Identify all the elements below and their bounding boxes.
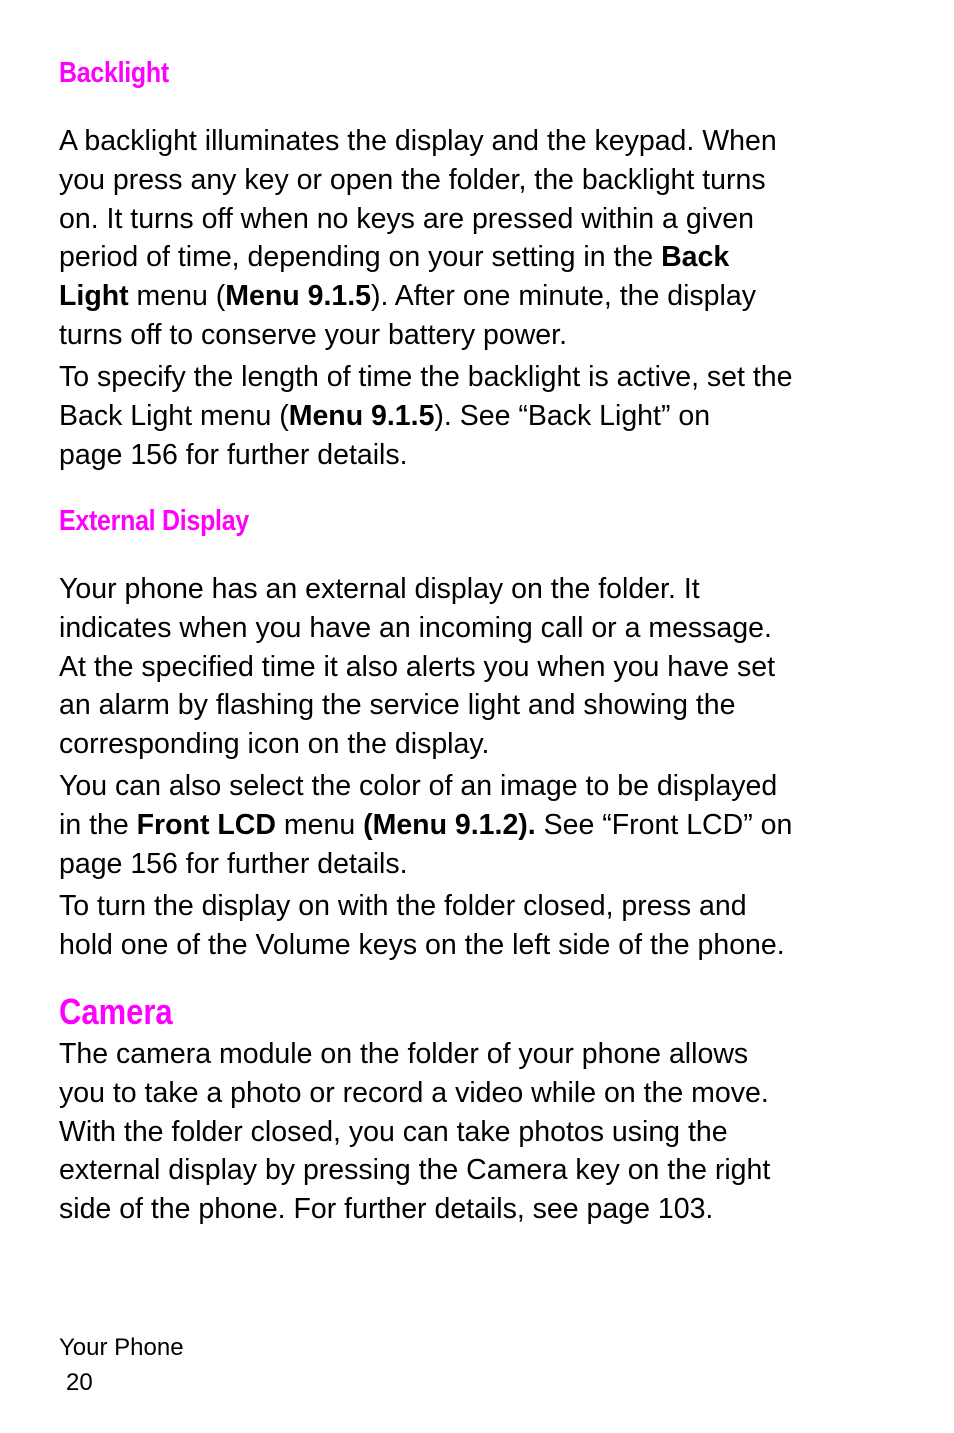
backlight-paragraph-2: To specify the length of time the backlight is active, set the Back Light menu (Menu 9.1.5). See “Back Light” on page 156 for further details. <box>59 361 793 471</box>
camera-heading: Camera <box>59 991 173 1032</box>
camera-paragraph-1: The camera module on the folder of your phone allows you to take a photo or record a video while on the move. With the folder closed, you can take photos using the external display by pressing the Camera key on the right side of the phone. For further details, see page 103. <box>59 1038 771 1226</box>
external-display-paragraph-1: Your phone has an external display on the folder. It indicates when you have an incoming call or a message. At the specified time it also alerts you when you have set an alarm by flashing the service light and showing the corresponding icon on the display. <box>59 573 776 761</box>
backlight-heading: Backlight <box>59 57 169 89</box>
footer-page-number: 20 <box>66 1369 93 1396</box>
backlight-paragraph-1: A backlight illuminates the display and the keypad. When you press any key or open the folder, the backlight turns on. It turns off when no keys are pressed within a given period of time, depending on your setting in the Back Light menu (Menu 9.1.5). After one minute, the display turns off to conserve your battery power. <box>59 125 777 351</box>
footer-section-name: Your Phone <box>59 1334 184 1361</box>
external-display-paragraph-2: You can also select the color of an image to be displayed in the Front LCD menu (Menu 9.1.2). See “Front LCD” on page 156 for further details. <box>59 770 793 880</box>
external-display-heading: External Display <box>59 505 249 537</box>
external-display-paragraph-3: To turn the display on with the folder closed, press and hold one of the Volume keys on the left side of the phone. <box>59 890 785 961</box>
